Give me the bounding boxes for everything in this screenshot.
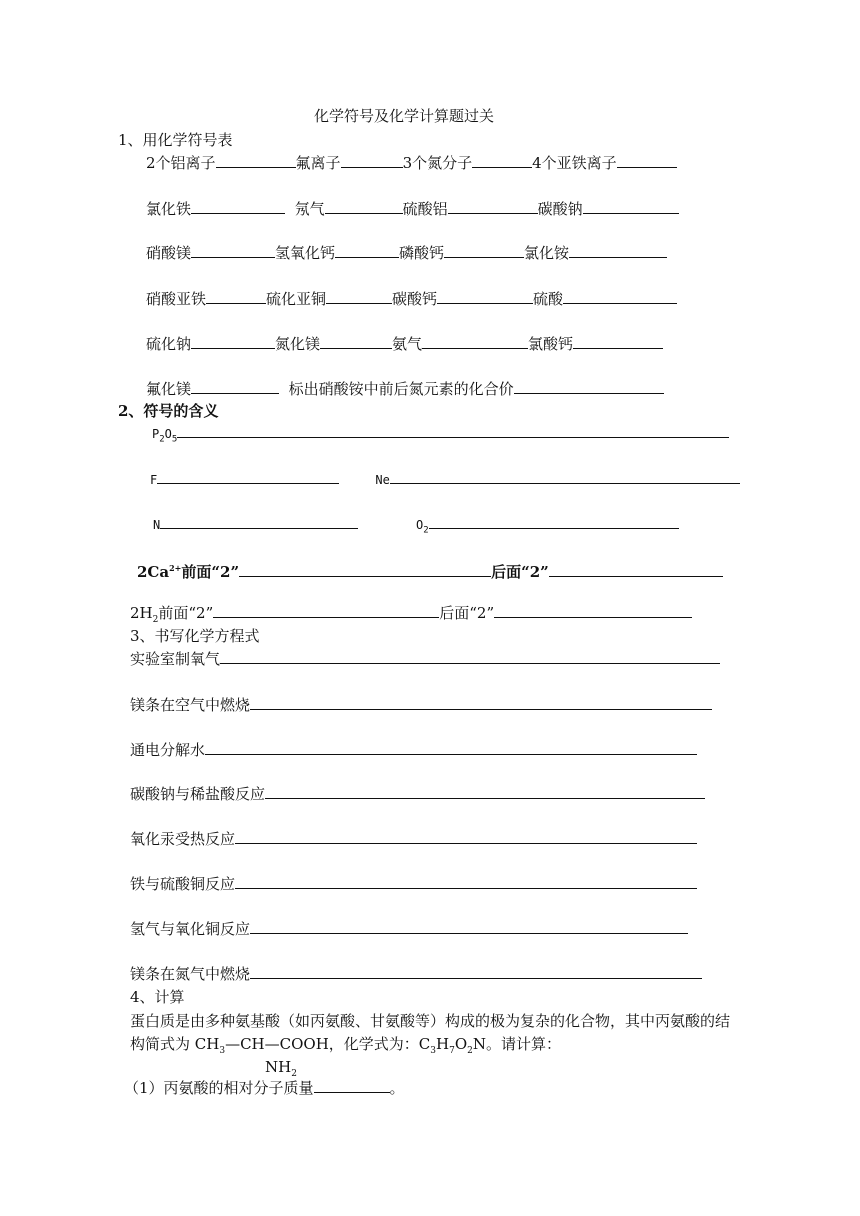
s1-row-3 bbox=[146, 243, 667, 263]
equation-label: 通电分解水 bbox=[130, 741, 206, 759]
s2-n-o2-row bbox=[153, 515, 679, 540]
s4-text: 。 bbox=[389, 1079, 405, 1097]
equation-label: 铁与硫酸铜反应 bbox=[130, 875, 236, 893]
section-2-heading: 2、符号的含义 bbox=[118, 402, 219, 420]
s4-paragraph-line-1: 蛋白质是由多种氨基酸（如丙氨酸、甘氨酸等）构成的极为复杂的化合物，其中丙氨酸的结 bbox=[130, 1012, 731, 1030]
s1-label: 硫化钠 bbox=[146, 335, 192, 353]
answer-blank[interactable] bbox=[563, 289, 677, 304]
s2-ca-row bbox=[137, 558, 723, 582]
answer-blank[interactable] bbox=[206, 289, 266, 304]
s4-text: H bbox=[436, 1035, 450, 1053]
answer-blank[interactable] bbox=[191, 334, 275, 349]
s1-label: 氨气 bbox=[392, 335, 423, 353]
s1-label: 磷酸钙 bbox=[399, 244, 445, 262]
formula-sup: 2+ bbox=[169, 563, 182, 573]
answer-blank[interactable] bbox=[448, 199, 538, 214]
answer-blank[interactable] bbox=[177, 425, 729, 438]
formula-text: O bbox=[164, 427, 172, 441]
s1-label: 碳酸钙 bbox=[392, 290, 438, 308]
formula-sub: 2 bbox=[159, 434, 165, 445]
s1-label: 4个亚铁离子 bbox=[532, 154, 617, 172]
s2-label: 前面“2” bbox=[158, 604, 214, 622]
equation-row bbox=[130, 829, 697, 849]
formula-text: P bbox=[152, 427, 160, 441]
answer-blank[interactable] bbox=[216, 153, 296, 168]
answer-blank[interactable] bbox=[235, 874, 697, 889]
answer-blank[interactable] bbox=[265, 784, 705, 799]
s2-label: 后面“2” bbox=[491, 563, 549, 581]
section-4-heading: 4、计算 bbox=[130, 988, 185, 1006]
answer-blank[interactable] bbox=[250, 919, 688, 934]
formula-sub: 2 bbox=[467, 1046, 473, 1056]
s1-label: 氖气 bbox=[294, 200, 325, 218]
equation-row bbox=[130, 784, 705, 804]
s1-label: 3个氮分子 bbox=[402, 154, 473, 172]
answer-blank[interactable] bbox=[235, 829, 697, 844]
s1-label: 硝酸亚铁 bbox=[146, 290, 207, 308]
formula-text: 2H bbox=[130, 604, 153, 622]
s1-row-4 bbox=[146, 289, 677, 309]
s2-p2o5-row bbox=[152, 424, 729, 449]
s1-row-5 bbox=[146, 334, 663, 354]
answer-blank[interactable] bbox=[341, 153, 403, 168]
formula-text: NH bbox=[265, 1058, 292, 1076]
s1-label: 氮化镁 bbox=[275, 335, 321, 353]
s1-label: 氟化镁 bbox=[146, 380, 192, 398]
answer-blank[interactable] bbox=[422, 334, 528, 349]
answer-blank[interactable] bbox=[160, 516, 358, 529]
formula-text: Ne bbox=[375, 473, 390, 487]
s1-row-1 bbox=[146, 153, 677, 173]
answer-blank[interactable] bbox=[314, 1078, 390, 1093]
equation-row bbox=[130, 919, 688, 939]
s1-label: 标出硝酸铵中前后氮元素的化合价 bbox=[288, 380, 514, 398]
answer-blank[interactable] bbox=[390, 471, 740, 484]
s1-row-2 bbox=[146, 199, 679, 219]
equation-label: 镁条在氮气中燃烧 bbox=[130, 965, 251, 983]
s4-question-1 bbox=[124, 1078, 405, 1098]
answer-blank[interactable] bbox=[325, 199, 403, 214]
equation-label: 镁条在空气中燃烧 bbox=[130, 696, 251, 714]
page-title: 化学符号及化学计算题过关 bbox=[314, 107, 495, 125]
answer-blank[interactable] bbox=[320, 334, 392, 349]
answer-blank[interactable] bbox=[335, 243, 399, 258]
s1-label: 氯化铁 bbox=[146, 200, 192, 218]
section-3-heading: 3、书写化学方程式 bbox=[130, 627, 260, 645]
s4-text: （1）丙氨酸的相对分子质量 bbox=[124, 1079, 314, 1097]
answer-blank[interactable] bbox=[191, 379, 279, 394]
s1-row-6 bbox=[146, 379, 664, 399]
answer-blank[interactable] bbox=[205, 740, 697, 755]
answer-blank[interactable] bbox=[191, 199, 285, 214]
equation-row bbox=[130, 874, 697, 894]
s4-text: 构简式为 CH bbox=[130, 1035, 220, 1053]
answer-blank[interactable] bbox=[569, 243, 667, 258]
answer-blank[interactable] bbox=[437, 289, 533, 304]
s1-label: 2个铝离子 bbox=[146, 154, 216, 172]
answer-blank[interactable] bbox=[157, 471, 339, 484]
answer-blank[interactable] bbox=[250, 695, 712, 710]
answer-blank[interactable] bbox=[326, 289, 392, 304]
formula-sub: 3 bbox=[219, 1046, 226, 1056]
answer-blank[interactable] bbox=[220, 649, 720, 664]
answer-blank[interactable] bbox=[617, 153, 677, 168]
formula-sub: 3 bbox=[430, 1046, 436, 1056]
equation-label: 碳酸钠与稀盐酸反应 bbox=[130, 785, 266, 803]
equation-label: 氧化汞受热反应 bbox=[130, 830, 236, 848]
s4-text: O bbox=[454, 1035, 468, 1053]
answer-blank[interactable] bbox=[250, 964, 702, 979]
s4-paragraph-line-2 bbox=[130, 1034, 561, 1061]
answer-blank[interactable] bbox=[191, 243, 275, 258]
equation-row bbox=[130, 964, 702, 984]
s2-f-ne-row bbox=[150, 470, 740, 490]
s1-label: 氢氧化钙 bbox=[275, 244, 336, 262]
answer-blank[interactable] bbox=[514, 379, 664, 394]
answer-blank[interactable] bbox=[239, 562, 491, 577]
equation-row bbox=[130, 649, 720, 669]
formula-text: F bbox=[150, 473, 158, 487]
formula-sub: 2 bbox=[423, 525, 429, 536]
answer-blank[interactable] bbox=[583, 199, 679, 214]
equation-label: 氢气与氧化铜反应 bbox=[130, 920, 251, 938]
s1-label: 氯化铵 bbox=[524, 244, 570, 262]
equation-row bbox=[130, 740, 697, 760]
answer-blank[interactable] bbox=[549, 562, 723, 577]
answer-blank[interactable] bbox=[429, 516, 679, 529]
s1-label: 硫酸铝 bbox=[402, 200, 448, 218]
formula-sub: 2 bbox=[291, 1069, 297, 1079]
answer-blank[interactable] bbox=[444, 243, 524, 258]
s1-label: 氟离子 bbox=[295, 154, 341, 172]
formula-text: 2Ca bbox=[137, 563, 170, 581]
formula-text: N bbox=[153, 518, 161, 532]
answer-blank[interactable] bbox=[472, 153, 532, 168]
answer-blank[interactable] bbox=[494, 603, 692, 618]
answer-blank[interactable] bbox=[213, 603, 439, 618]
formula-text: O bbox=[416, 518, 424, 532]
formula-sub: 2 bbox=[152, 615, 159, 625]
s1-label: 硫酸 bbox=[533, 290, 564, 308]
equation-row bbox=[130, 695, 712, 715]
s4-text: —CH—COOH，化学式为：C bbox=[225, 1035, 431, 1053]
s1-label: 硝酸镁 bbox=[146, 244, 192, 262]
s2-label: 后面“2” bbox=[439, 604, 495, 622]
equation-label: 实验室制氧气 bbox=[130, 650, 221, 668]
s1-label: 碳酸钠 bbox=[537, 200, 583, 218]
formula-sub: 5 bbox=[171, 434, 178, 445]
s1-label: 硫化亚铜 bbox=[266, 290, 327, 308]
answer-blank[interactable] bbox=[573, 334, 663, 349]
s2-label: 前面“2” bbox=[181, 563, 240, 581]
s4-text: N。请计算： bbox=[472, 1035, 562, 1053]
section-1-heading: 1、用化学符号表 bbox=[118, 131, 233, 149]
s1-label: 氯酸钙 bbox=[528, 335, 574, 353]
formula-sub: 7 bbox=[449, 1046, 455, 1056]
